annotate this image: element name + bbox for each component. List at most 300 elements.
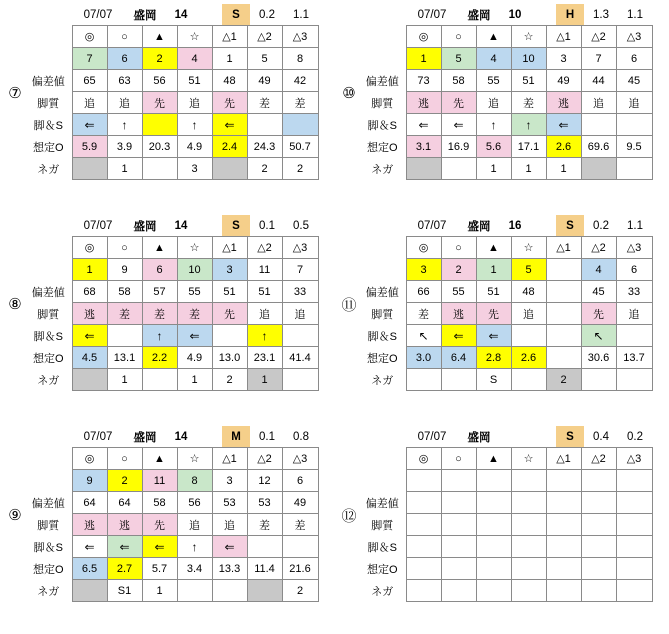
cell-style: 差 [177,303,212,325]
cell-expected: 2.6 [511,347,546,369]
cell-rank: 3 [212,470,247,492]
cell-negative [177,580,212,602]
cell-leg_s: ⇐ [107,536,142,558]
rank-row [28,470,318,492]
header-value-2: 0.2 [627,430,643,443]
cell-negative [616,580,652,602]
spacer2 [196,426,222,447]
column-header: ○ [441,448,476,470]
column-header: △3 [616,237,652,259]
cell-expected: 5.7 [142,558,177,580]
cell-expected: 23.1 [247,347,282,369]
cell-leg_s [282,114,318,136]
leg-s-row [362,325,652,347]
cell-deviation: 55 [177,281,212,303]
row-label: 脚＆S [367,330,397,343]
column-header: ☆ [511,237,546,259]
cell-rank: 1 [406,48,441,70]
cell-deviation: 44 [581,70,616,92]
negative-row [28,580,318,602]
cell-rank: 2 [107,470,142,492]
column-header: △2 [247,26,282,48]
cell-rank: 4 [476,48,511,70]
cell-deviation: 57 [142,281,177,303]
spacer2 [196,215,222,236]
cell-negative: 1 [107,369,142,391]
row-label: ネガ [371,163,394,176]
cell-rank: 1 [476,259,511,281]
cell-negative [511,369,546,391]
cell-expected [546,347,581,369]
cell-expected: 13.3 [212,558,247,580]
cell-style: 追 [282,303,318,325]
header-grade: S [222,4,250,25]
cell-style: 先 [212,92,247,114]
cell-style [406,514,441,536]
panel-header [362,4,652,25]
cell-negative [441,158,476,180]
cell-rank: 6 [616,48,652,70]
cell-negative [212,580,247,602]
cell-style: 先 [476,303,511,325]
cell-negative: 1 [476,158,511,180]
cell-expected [511,558,546,580]
row-label: 脚＆S [367,541,397,554]
header-race-number: 14 [174,430,188,443]
column-header: ▲ [142,237,177,259]
expected-odds-row [362,558,652,580]
cell-deviation: 58 [107,281,142,303]
row-label: 脚＆S [33,330,63,343]
cell-leg_s [107,325,142,347]
header-value-2: 0.5 [293,219,309,232]
cell-style [546,303,581,325]
cell-rank: 10 [511,48,546,70]
cell-style [511,514,546,536]
expected-odds-row [362,136,652,158]
header-value-2: 0.8 [293,430,309,443]
cell-deviation: 58 [441,70,476,92]
cell-deviation: 53 [212,492,247,514]
header-value-1: 1.3 [593,8,609,21]
cell-negative: 2 [247,158,282,180]
column-header: ◎ [72,26,107,48]
cell-leg_s: ↑ [247,325,282,347]
panel-index: ⑩ [342,85,356,102]
cell-negative [142,369,177,391]
cell-deviation: 64 [107,492,142,514]
cell-rank: 7 [581,48,616,70]
cell-style: 追 [616,92,652,114]
cell-deviation: 56 [177,492,212,514]
cell-style: 逃 [441,303,476,325]
cell-expected: 2.7 [107,558,142,580]
cell-negative [581,369,616,391]
cell-style: 追 [247,303,282,325]
cell-leg_s [616,536,652,558]
cell-deviation: 55 [476,70,511,92]
cell-leg_s: ↖ [406,325,441,347]
row-label: 偏差値 [365,75,399,88]
cell-expected: 3.0 [406,347,441,369]
cell-deviation [546,492,581,514]
row-label: 脚質 [37,519,60,532]
cell-style: 先 [212,303,247,325]
column-header: ◎ [406,448,441,470]
style-row [362,92,652,114]
race-table [28,447,319,602]
negative-row [362,158,652,180]
race-table [362,25,653,180]
cell-leg_s [142,114,177,136]
cell-deviation: 73 [406,70,441,92]
cell-deviation: 49 [546,70,581,92]
spacer [362,4,406,25]
cell-expected: 20.3 [142,136,177,158]
cell-leg_s: ⇐ [441,325,476,347]
cell-rank: 8 [282,48,318,70]
column-header: △1 [546,26,581,48]
cell-expected [406,558,441,580]
row-label [362,470,406,492]
cell-style: 追 [212,514,247,536]
cell-expected: 2.2 [142,347,177,369]
cell-expected: 24.3 [247,136,282,158]
cell-expected: 21.6 [282,558,318,580]
deviation-row [362,281,652,303]
cell-negative [441,369,476,391]
cell-negative: S [476,369,511,391]
cell-negative: 1 [511,158,546,180]
cell-rank: 1 [212,48,247,70]
column-header: ◎ [406,237,441,259]
cell-negative [142,158,177,180]
cell-expected: 41.4 [282,347,318,369]
cell-negative: 2 [546,369,581,391]
row-label: ネガ [371,374,394,387]
cell-expected: 5.6 [476,136,511,158]
race-table [28,236,319,391]
expected-odds-row [28,347,318,369]
negative-row [362,369,652,391]
header-race-number [500,426,530,447]
column-header: ◎ [72,448,107,470]
rank-row [28,259,318,281]
row-label: 脚＆S [33,119,63,132]
cell-leg_s [247,114,282,136]
cell-negative: 2 [282,580,318,602]
cell-style: 先 [441,92,476,114]
column-header: △3 [616,448,652,470]
header-value-1: 0.4 [593,430,609,443]
panel-index: ⑧ [8,296,22,313]
cell-leg_s: ⇐ [72,536,107,558]
leg-s-row [362,536,652,558]
cell-leg_s [581,536,616,558]
leg-s-row [28,325,318,347]
cell-style [441,514,476,536]
cell-deviation: 42 [282,70,318,92]
cell-leg_s [476,536,511,558]
cell-expected: 3.9 [107,136,142,158]
cell-deviation: 58 [142,492,177,514]
cell-negative: 1 [177,369,212,391]
cell-leg_s: ↑ [177,114,212,136]
row-label: 想定O [32,352,64,365]
row-label: ネガ [37,585,60,598]
cell-deviation: 51 [177,70,212,92]
column-header: ▲ [142,448,177,470]
cell-rank: 12 [247,470,282,492]
column-header: ☆ [177,448,212,470]
column-header: △1 [212,237,247,259]
cell-leg_s: ↑ [142,325,177,347]
cell-leg_s [511,325,546,347]
race-panel [0,0,334,211]
cell-negative: 1 [247,369,282,391]
cell-negative: 1 [107,158,142,180]
cell-expected: 3.4 [177,558,212,580]
column-header: ▲ [476,237,511,259]
row-label: 脚質 [371,97,394,110]
cell-leg_s [616,325,652,347]
race-panel [334,0,669,211]
race-panel [0,422,334,634]
cell-negative: 1 [142,580,177,602]
header-value-2: 1.1 [627,219,643,232]
cell-style: 差 [511,92,546,114]
column-header: ☆ [177,26,212,48]
column-header: △1 [212,26,247,48]
row-label: ネガ [37,374,60,387]
cell-rank: 8 [177,470,212,492]
corner-cell [28,26,72,48]
panel-index: ⑪ [341,296,357,314]
cell-negative: 2 [282,158,318,180]
row-label [362,48,406,70]
cell-leg_s [546,536,581,558]
cell-expected [581,558,616,580]
cell-negative [581,158,616,180]
cell-negative [406,158,441,180]
cell-deviation: 49 [282,492,318,514]
column-header: ○ [441,26,476,48]
cell-style: 追 [177,514,212,536]
style-row [362,303,652,325]
cell-style: 追 [616,303,652,325]
cell-style [581,514,616,536]
cell-deviation: 51 [476,281,511,303]
cell-rank [511,470,546,492]
corner-cell [28,448,72,470]
cell-leg_s [282,536,318,558]
header-grade: S [556,215,584,236]
negative-row [28,369,318,391]
cell-deviation: 33 [616,281,652,303]
cell-negative [282,369,318,391]
header-grade: S [222,215,250,236]
spacer [362,215,406,236]
cell-expected: 13.7 [616,347,652,369]
cell-expected: 9.5 [616,136,652,158]
cell-leg_s: ⇐ [72,114,107,136]
cell-leg_s [511,536,546,558]
cell-negative [616,158,652,180]
header-grade: H [556,4,584,25]
column-header: ○ [107,237,142,259]
cell-style: 差 [282,514,318,536]
cell-rank: 6 [107,48,142,70]
cell-deviation: 53 [247,492,282,514]
cell-style: 逃 [107,514,142,536]
row-label [362,259,406,281]
header-race-number: 14 [174,219,188,232]
race-table [28,25,319,180]
expected-odds-row [28,558,318,580]
style-row [28,303,318,325]
cell-deviation: 55 [441,281,476,303]
column-header: △3 [282,26,318,48]
cell-leg_s: ⇐ [441,114,476,136]
cell-rank: 9 [72,470,107,492]
header-date: 07/07 [83,8,113,21]
cell-negative [72,158,107,180]
race-table [362,447,653,602]
cell-negative [212,158,247,180]
race-table [362,236,653,391]
row-label [28,470,72,492]
header-race-number: 14 [174,8,188,21]
cell-style: 逃 [72,303,107,325]
cell-style: 先 [142,92,177,114]
cell-style: 逃 [72,514,107,536]
corner-cell [362,26,406,48]
row-label: 脚質 [371,519,394,532]
cell-rank: 10 [177,259,212,281]
panel-index: ⑦ [8,85,22,102]
row-label: 想定O [32,563,64,576]
header-date: 07/07 [417,430,447,443]
cell-expected [546,558,581,580]
cell-rank [406,470,441,492]
cell-rank [616,470,652,492]
cell-style [476,514,511,536]
panel-header [28,426,318,447]
row-label: 脚質 [37,97,60,110]
row-label [28,259,72,281]
spacer2 [530,426,556,447]
header-track: 盛岡 [467,431,491,444]
negative-row [28,158,318,180]
cell-style: 先 [581,303,616,325]
row-label: ネガ [371,585,394,598]
row-label: 脚＆S [367,119,397,132]
column-header: ○ [441,237,476,259]
cell-deviation: 56 [142,70,177,92]
spacer [28,426,72,447]
cell-expected: 3.1 [406,136,441,158]
cell-leg_s: ⇐ [212,114,247,136]
cell-rank: 4 [177,48,212,70]
cell-style: 逃 [406,92,441,114]
header-date: 07/07 [417,8,447,21]
header-track: 盛岡 [133,220,157,233]
column-header: △2 [581,448,616,470]
column-header: △3 [282,448,318,470]
cell-leg_s: ⇐ [72,325,107,347]
column-header: ○ [107,26,142,48]
header-value-1: 0.2 [593,219,609,232]
cell-rank: 7 [72,48,107,70]
header-track: 盛岡 [467,220,491,233]
cell-negative: S1 [107,580,142,602]
cell-expected [441,558,476,580]
column-header: ○ [107,448,142,470]
cell-negative [406,580,441,602]
spacer2 [196,4,222,25]
cell-deviation: 48 [511,281,546,303]
cell-expected: 2.8 [476,347,511,369]
cell-deviation [546,281,581,303]
spacer [362,426,406,447]
cell-rank: 5 [511,259,546,281]
column-header: ▲ [142,26,177,48]
cell-leg_s [441,536,476,558]
cell-leg_s [616,114,652,136]
cell-style: 追 [511,303,546,325]
row-label: 偏差値 [31,75,65,88]
cell-leg_s: ↑ [476,114,511,136]
column-header: △1 [546,448,581,470]
corner-cell [362,237,406,259]
cell-leg_s: ⇐ [406,114,441,136]
cell-expected: 50.7 [282,136,318,158]
cell-style: 差 [107,303,142,325]
cell-deviation: 45 [581,281,616,303]
race-panel [334,211,669,422]
cell-rank: 1 [72,259,107,281]
deviation-row [362,492,652,514]
row-label: 想定O [32,141,64,154]
cell-negative [72,369,107,391]
header-value-2: 1.1 [293,8,309,21]
cell-expected [616,558,652,580]
cell-deviation: 51 [511,70,546,92]
cell-deviation: 66 [406,281,441,303]
race-panel [0,211,334,422]
column-header: ☆ [511,448,546,470]
cell-deviation [511,492,546,514]
cell-style: 差 [247,92,282,114]
cell-style: 逃 [546,92,581,114]
cell-negative [546,580,581,602]
row-label: 想定O [366,141,398,154]
cell-leg_s [212,325,247,347]
column-header: △2 [581,237,616,259]
cell-rank [546,470,581,492]
deviation-row [28,70,318,92]
rank-row [362,48,652,70]
cell-leg_s: ↖ [581,325,616,347]
cell-expected: 13.0 [212,347,247,369]
panel-header [362,426,652,447]
deviation-row [362,70,652,92]
cell-negative [247,580,282,602]
cell-deviation: 49 [247,70,282,92]
negative-row [362,580,652,602]
cell-negative [441,580,476,602]
header-track: 盛岡 [133,9,157,22]
